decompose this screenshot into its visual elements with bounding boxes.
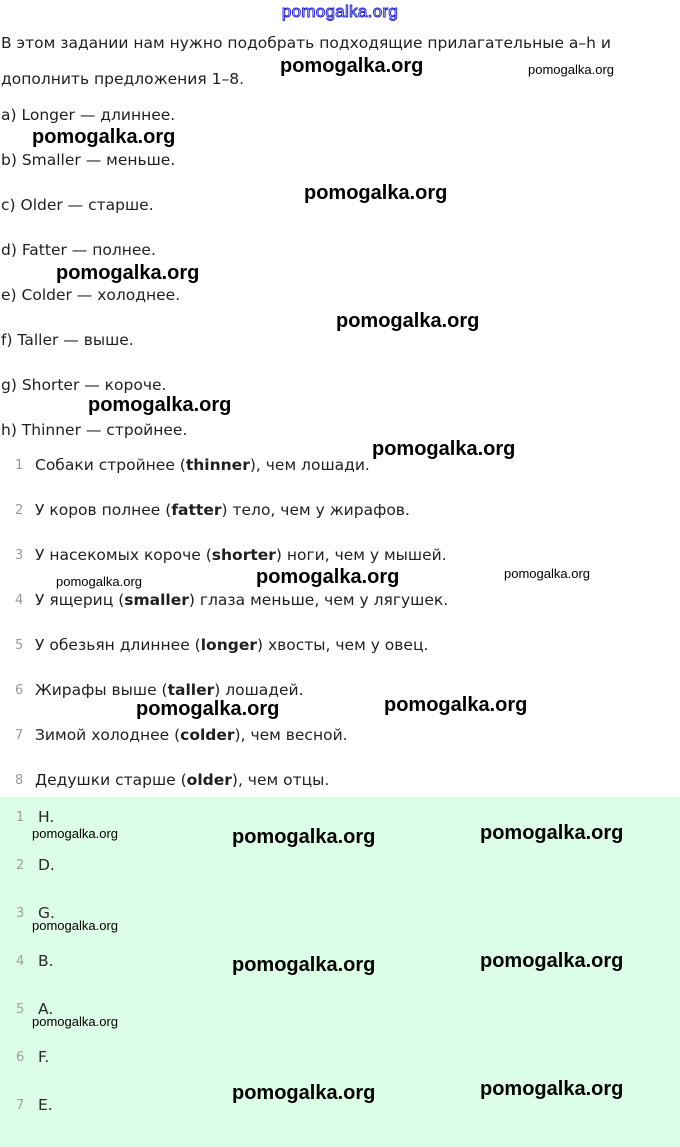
option-h: h) Thinner — стройнее. bbox=[1, 421, 188, 439]
option-a: a) Longer — длиннее. bbox=[1, 106, 176, 124]
watermark: pomogalka.org bbox=[136, 698, 280, 720]
answer-word: smaller bbox=[124, 591, 189, 609]
watermark: pomogalka.org bbox=[32, 826, 118, 841]
answer-letter: E. bbox=[38, 1096, 53, 1114]
answer-word: taller bbox=[167, 681, 215, 699]
sentence-number: 3 bbox=[15, 548, 24, 563]
watermark: pomogalka.org bbox=[32, 918, 118, 933]
answer-word: longer bbox=[200, 636, 257, 654]
option-c: c) Older — старше. bbox=[1, 196, 154, 214]
sentence-number: 8 bbox=[15, 773, 24, 788]
sentence-number: 6 bbox=[15, 683, 24, 698]
watermark: pomogalka.org bbox=[32, 126, 176, 148]
watermark: pomogalka.org bbox=[480, 950, 624, 972]
watermark: pomogalka.org bbox=[480, 1078, 624, 1100]
site-logo[interactable]: pomogalka.org bbox=[281, 2, 399, 21]
watermark: pomogalka.org bbox=[280, 55, 424, 77]
answer-number: 5 bbox=[16, 1002, 25, 1017]
watermark: pomogalka.org bbox=[32, 1014, 118, 1029]
sentence-text: Собаки стройнее (thinner), чем лошади. bbox=[35, 456, 370, 474]
sentence-number: 1 bbox=[15, 458, 24, 473]
sentence-text: У ящериц (smaller) глаза меньше, чем у лягушек. bbox=[35, 591, 449, 609]
answer-number: 2 bbox=[16, 858, 25, 873]
sentence-text: У насекомых короче (shorter) ноги, чем у мышей. bbox=[35, 546, 447, 564]
watermark: pomogalka.org bbox=[232, 1082, 376, 1104]
sentence-text: Дедушки старше (older), чем отцы. bbox=[35, 771, 330, 789]
answer-word: shorter bbox=[211, 546, 276, 564]
answer-number: 1 bbox=[16, 810, 25, 825]
option-d: d) Fatter — полнее. bbox=[1, 241, 156, 259]
answer-word: older bbox=[186, 771, 232, 789]
answer-number: 6 bbox=[16, 1050, 25, 1065]
watermark: pomogalka.org bbox=[528, 62, 614, 77]
answer-number: 7 bbox=[16, 1098, 25, 1113]
answer-letter: H. bbox=[38, 808, 55, 826]
answer-number: 3 bbox=[16, 906, 25, 921]
answer-word: colder bbox=[180, 726, 235, 744]
watermark: pomogalka.org bbox=[384, 694, 528, 716]
answer-letter: B. bbox=[38, 952, 54, 970]
watermark: pomogalka.org bbox=[504, 566, 590, 581]
watermark: pomogalka.org bbox=[88, 394, 232, 416]
answer-letter: D. bbox=[38, 856, 55, 874]
answer-letter: A. bbox=[38, 1000, 54, 1018]
watermark: pomogalka.org bbox=[232, 954, 376, 976]
watermark: pomogalka.org bbox=[480, 822, 624, 844]
sentence-text: Жирафы выше (taller) лошадей. bbox=[35, 681, 304, 699]
sentence-number: 2 bbox=[15, 503, 24, 518]
sentence-number: 7 bbox=[15, 728, 24, 743]
intro-line-1: В этом задании нам нужно подобрать подходящие прилагательные a–h и bbox=[1, 34, 612, 52]
answer-number: 4 bbox=[16, 954, 25, 969]
answer-letter: G. bbox=[38, 904, 55, 922]
watermark: pomogalka.org bbox=[336, 310, 480, 332]
intro-line-2: дополнить предложения 1–8. bbox=[1, 70, 244, 88]
option-e: e) Colder — холоднее. bbox=[1, 286, 181, 304]
answer-letter: F. bbox=[38, 1048, 50, 1066]
sentence-number: 5 bbox=[15, 638, 24, 653]
sentence-text: Зимой холоднее (colder), чем весной. bbox=[35, 726, 348, 744]
watermark: pomogalka.org bbox=[232, 826, 376, 848]
watermark: pomogalka.org bbox=[372, 438, 516, 460]
watermark: pomogalka.org bbox=[56, 574, 142, 589]
watermark: pomogalka.org bbox=[56, 262, 200, 284]
option-b: b) Smaller — меньше. bbox=[1, 151, 176, 169]
answer-word: fatter bbox=[171, 501, 222, 519]
sentence-text: У коров полнее (fatter) тело, чем у жирафов. bbox=[35, 501, 410, 519]
option-g: g) Shorter — короче. bbox=[1, 376, 167, 394]
watermark: pomogalka.org bbox=[256, 566, 400, 588]
answer-word: thinner bbox=[185, 456, 250, 474]
sentence-number: 4 bbox=[15, 593, 24, 608]
sentence-text: У обезьян длиннее (longer) хвосты, чем у овец. bbox=[35, 636, 429, 654]
watermark: pomogalka.org bbox=[304, 182, 448, 204]
option-f: f) Taller — выше. bbox=[1, 331, 134, 349]
